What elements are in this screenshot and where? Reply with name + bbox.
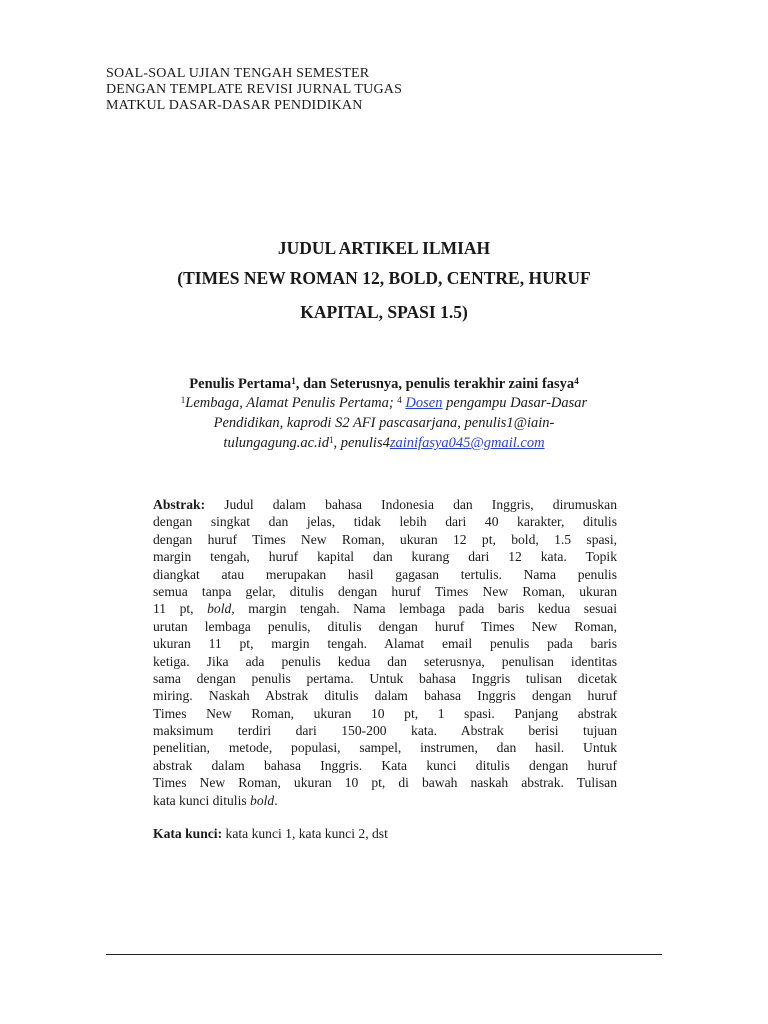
author-first-sup: 1 — [291, 376, 296, 386]
abstract-italic: bold, — [207, 601, 235, 617]
affiliation-line-1 — [0, 393, 768, 413]
article-title — [0, 236, 768, 330]
header-line-1: SOAL-SOAL UJIAN TENGAH SEMESTER — [106, 66, 370, 81]
affil-domain: tulungagung.ac.id — [223, 435, 329, 451]
affil-text-1: Lembaga, Alamat Penulis Pertama; — [185, 395, 398, 411]
dosen-link[interactable]: Dosen — [405, 395, 443, 411]
abstract-line: ukuran 11 pt, margin tengah. Alamat email penulis pada baris — [153, 636, 617, 652]
abstract-line: Times New Roman, ukuran 10 pt, 1 spasi. Panjang abstrak — [153, 705, 617, 721]
abstract-line: urutan lembaga penulis, ditulis dengan huruf Times New Roman, — [153, 618, 617, 634]
abstract-line: semua tanpa gelar, ditulis dengan huruf Times New Roman, ukuran — [153, 583, 617, 599]
keywords-label: Kata kunci: — [153, 826, 223, 841]
abstract-label: Abstrak: — [153, 497, 206, 512]
keywords-text: kata kunci 1, kata kunci 2, dst — [222, 826, 388, 841]
footer-divider — [106, 954, 662, 955]
header-line-2: DENGAN TEMPLATE REVISI JURNAL TUGAS — [106, 82, 403, 97]
author-first: Penulis Pertama — [189, 376, 292, 392]
abstract-line: Times New Roman, ukuran 10 pt, di bawah naskah abstrak. Tulisan — [153, 775, 617, 791]
abstract-line: maksimum terdiri dari 150-200 kata. Abstrak berisi tujuan — [153, 723, 617, 739]
author-last-sup: 4 — [574, 376, 579, 386]
abstract-line: dengan singkat dan jelas, tidak lebih dari 40 karakter, ditulis — [153, 514, 617, 530]
email-link[interactable]: zainifasya045@gmail.com — [389, 435, 545, 451]
abstract-text: margin tengah. Nama lembaga pada baris kedua sesuai — [234, 601, 617, 617]
title-line-1: JUDUL ARTIKEL ILMIAH — [277, 238, 491, 258]
abstract-line: margin tengah, huruf kapital dan kurang dari 12 kata. Topik — [153, 549, 617, 565]
abstract-line: miring. Naskah Abstrak ditulis dalam bahasa Inggris dengan huruf — [153, 688, 617, 704]
abstract-line — [153, 792, 617, 809]
affiliation-line-3 — [0, 433, 768, 453]
title-line-2: (TIMES NEW ROMAN 12, BOLD, CENTRE, HURUF — [177, 268, 591, 288]
author-rest: , dan Seterusnya, penulis terakhir zaini fasya — [295, 376, 575, 392]
affil-sup-4: 4 — [397, 395, 402, 405]
abstract-line — [153, 600, 617, 617]
affiliation-block — [0, 393, 768, 453]
abstract-line: ketiga. Jika ada penulis kedua dan seterusnya, penulisan identitas — [153, 653, 617, 669]
abstract-line — [153, 496, 617, 513]
affil-penulis4: , penulis4 — [333, 435, 390, 451]
abstract-text: kata kunci ditulis — [153, 792, 251, 808]
abstract-italic: bold — [250, 792, 275, 808]
abstract-text: . — [274, 792, 278, 808]
header-line-3: MATKUL DASAR-DASAR PENDIDIKAN — [106, 98, 363, 113]
abstract-paragraph — [153, 496, 617, 809]
abstract-line: penelitian, metode, populasi, sampel, instrumen, dan hasil. Untuk — [153, 740, 617, 756]
abstract-text: 11 pt, — [153, 601, 208, 617]
affil-line3-sup: 1 — [328, 435, 334, 445]
abstract-line: sama dengan penulis pertama. Untuk bahasa Inggris tulisan dicetak — [153, 670, 617, 686]
affil-text-2: pengampu Dasar-Dasar — [442, 395, 588, 411]
affil-sup-1: 1 — [180, 395, 186, 405]
affiliation-line-2: Pendidikan, kaprodi S2 AFI pascasarjana, penulis1@iain- — [213, 415, 555, 431]
title-line-3: KAPITAL, SPASI 1.5) — [300, 302, 468, 322]
abstract-text: Judul dalam bahasa Indonesia dan Inggris, dirumuskan — [205, 497, 617, 512]
document-header — [106, 66, 402, 114]
abstract-line: diangkat atau merupakan hasil gagasan tertulis. Nama penulis — [153, 566, 617, 582]
abstract-line: abstrak dalam bahasa Inggris. Kata kunci ditulis dengan huruf — [153, 757, 617, 773]
author-line — [0, 374, 768, 394]
abstract-line: dengan huruf Times New Roman, ukuran 12 pt, bold, 1.5 spasi, — [153, 531, 617, 547]
keywords-line — [153, 825, 388, 843]
